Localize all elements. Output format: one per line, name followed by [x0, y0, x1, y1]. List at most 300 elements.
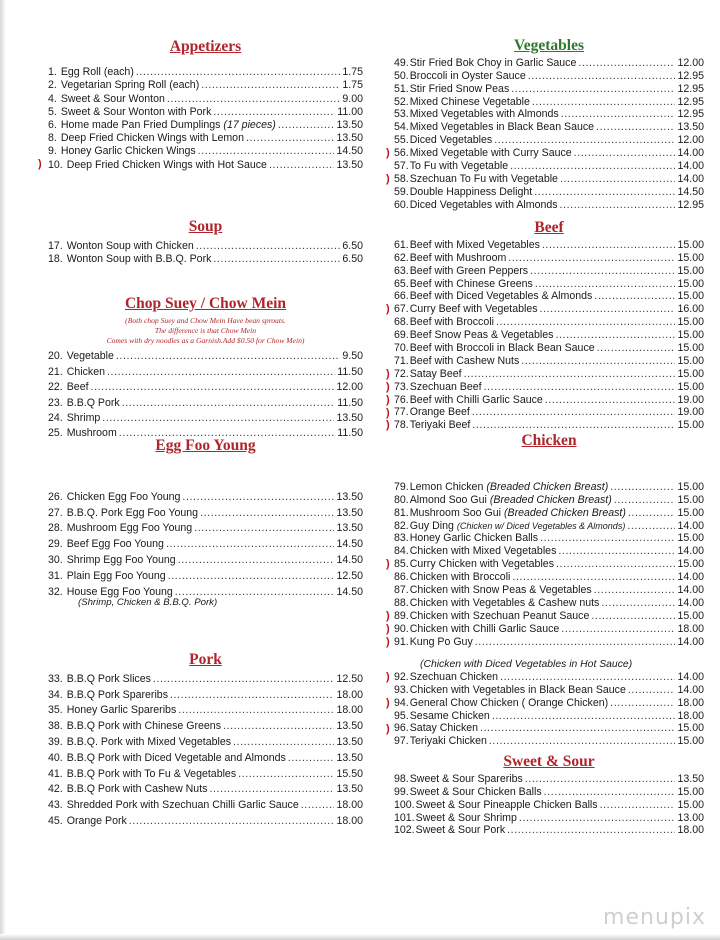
- item-name: Beef with Cashew Nuts: [409, 354, 520, 367]
- menu-item-row: [394, 481, 704, 494]
- spicy-pepper-icon: ): [386, 622, 390, 635]
- item-number: 41.: [48, 767, 63, 780]
- item-price: 11.50: [337, 396, 363, 409]
- item-price: 15.00: [677, 238, 704, 251]
- item-number: 85.: [394, 558, 409, 571]
- menu-item-row: [38, 158, 363, 171]
- item-price: 12.50: [336, 672, 363, 685]
- item-price: 12.95: [677, 198, 704, 211]
- item-number: 42.: [48, 783, 63, 796]
- item-number: 20.: [48, 350, 63, 363]
- item-price: 12.95: [677, 108, 704, 121]
- item-number: 18.: [48, 253, 63, 266]
- menu-item-row: [386, 406, 704, 420]
- menu-item-row: [48, 686, 363, 702]
- menu-item-row: [48, 504, 363, 520]
- dot-leader: [534, 186, 675, 199]
- dot-leader: [521, 355, 675, 368]
- item-number: 61.: [394, 238, 409, 251]
- item-number: 23.: [48, 396, 63, 409]
- menu-item-row: [48, 567, 363, 583]
- item-name: Mushroom Soo Gui: [409, 506, 501, 519]
- menu-item-row: [394, 735, 704, 748]
- item-price: 15.00: [677, 342, 704, 355]
- menu-item-row: [48, 551, 363, 567]
- item-name: Sweet & Sour Wonton with Pork: [60, 105, 212, 118]
- item-price: 1.75: [342, 66, 363, 79]
- item-name: Chicken with Broccoli: [409, 571, 511, 584]
- item-number: 50.: [394, 69, 409, 82]
- item-number: 68.: [394, 316, 409, 329]
- dot-leader: [510, 160, 675, 173]
- item-price: 12.00: [336, 381, 363, 394]
- menu-item-row: [386, 367, 704, 381]
- section-title-appetizers: Appetizers: [169, 38, 242, 55]
- menu-item-row: [394, 121, 704, 134]
- menu-item-row: [48, 379, 363, 394]
- menu-item-row: [394, 799, 704, 812]
- item-name: Beef with Broccoli in Black Bean Sauce: [409, 342, 595, 355]
- spicy-pepper-icon: ): [386, 558, 390, 571]
- spicy-pepper-icon: ): [386, 367, 390, 380]
- menu-item-row: [386, 635, 704, 649]
- item-name: Shrimp: [66, 411, 101, 424]
- menu-item-row: [394, 278, 704, 291]
- section-title-chicken: Chicken: [521, 432, 577, 449]
- menu-item-row: [394, 773, 704, 786]
- dot-leader: [198, 145, 335, 158]
- item-number: 26.: [48, 490, 63, 503]
- item-name: Satay Beef: [409, 367, 462, 380]
- item-name: Sweet & Sour Shrimp: [415, 811, 517, 824]
- dot-leader: [196, 240, 341, 253]
- dot-leader: [480, 722, 675, 735]
- dot-leader: [194, 522, 334, 535]
- item-number: 49.: [394, 56, 409, 69]
- menu-item-row: [48, 106, 363, 119]
- menu-item-row: [394, 252, 704, 265]
- item-number: 1.: [48, 66, 57, 79]
- item-name: Mixed Vegetables in Black Bean Sauce: [409, 121, 595, 134]
- item-number: 33.: [48, 672, 63, 685]
- item-price: 1.75: [342, 79, 363, 92]
- item-number: 72.: [394, 367, 409, 380]
- item-number: 95.: [394, 709, 409, 722]
- menu-item-row: [48, 363, 363, 378]
- menu-item-row: [394, 494, 704, 507]
- dot-leader: [238, 768, 334, 781]
- dot-leader: [591, 610, 675, 623]
- item-price: 11.50: [337, 365, 363, 378]
- dot-leader: [574, 147, 676, 160]
- item-name: B.B.Q Pork with Chinese Greens: [66, 720, 221, 733]
- item-number: 71.: [394, 354, 409, 367]
- dot-leader: [532, 96, 676, 109]
- chicken-list: [386, 480, 704, 649]
- spicy-pepper-icon: ): [386, 406, 390, 419]
- menu-item-row: [394, 684, 704, 697]
- dot-leader: [540, 532, 675, 545]
- item-price: 18.00: [336, 688, 363, 701]
- item-name: Diced Vegetables with Almonds: [409, 198, 558, 211]
- menu-item-row: [394, 520, 704, 533]
- item-name: B.B.Q Pork: [66, 396, 120, 409]
- spicy-pepper-icon: ): [386, 722, 390, 735]
- item-number: 57.: [394, 160, 409, 173]
- item-number: 52.: [394, 95, 409, 108]
- chop-suey-note-2: The difference is that Chow Mein: [154, 326, 257, 335]
- section-title-egg-foo-young: Egg Foo Young: [155, 437, 256, 454]
- menu-item-row: [48, 145, 363, 158]
- menu-item-row: [394, 342, 704, 355]
- item-price: 18.00: [677, 824, 704, 837]
- menu-item-row: [394, 786, 704, 799]
- dot-leader: [535, 278, 676, 291]
- item-price: 13.50: [336, 720, 363, 733]
- dot-leader: [178, 704, 334, 717]
- item-name: Teriyaki Chicken: [409, 735, 487, 748]
- item-name: Shrimp Egg Foo Young: [66, 553, 176, 566]
- item-price: 13.50: [336, 411, 363, 424]
- item-number: 92.: [394, 670, 409, 683]
- item-number: 70.: [394, 342, 409, 355]
- item-name: Chicken with Szechuan Peanut Sauce: [409, 609, 590, 622]
- dot-leader: [530, 265, 675, 278]
- item-price: 15.00: [677, 735, 704, 748]
- item-name: Satay Chicken: [409, 722, 479, 735]
- menu-item-row: [394, 545, 704, 558]
- item-name: Vegetarian Spring Roll (each): [60, 79, 200, 92]
- item-name: Sweet & Sour Spareribs: [409, 772, 523, 785]
- menu-item-row: [48, 348, 363, 363]
- item-price: 16.00: [677, 303, 704, 316]
- item-price: 15.00: [677, 785, 704, 798]
- menu-item-row: [394, 329, 704, 342]
- spicy-pepper-icon: ): [38, 158, 42, 171]
- dot-leader: [512, 571, 675, 584]
- item-number: 32.: [48, 585, 63, 598]
- item-number: 45.: [48, 814, 63, 827]
- item-price: 13.50: [677, 121, 704, 134]
- dot-leader: [610, 481, 675, 494]
- item-name: Orange Beef: [409, 406, 470, 419]
- item-number: 102.: [394, 824, 415, 837]
- menu-item-row: [394, 533, 704, 546]
- menu-item-row: [394, 83, 704, 96]
- item-price: 18.00: [677, 622, 704, 635]
- item-name: Broccoli in Oyster Sauce: [409, 69, 526, 82]
- dot-leader: [560, 173, 676, 186]
- menu-item-row: [394, 812, 704, 825]
- item-number: 43.: [48, 799, 63, 812]
- item-name: Stir Fried Bok Choy in Garlic Sauce: [409, 56, 577, 69]
- item-price: 14.00: [677, 670, 704, 683]
- item-number: 2.: [48, 79, 57, 92]
- item-number: 87.: [394, 584, 409, 597]
- item-price: 13.50: [336, 506, 363, 519]
- dot-leader: [288, 752, 335, 765]
- item-name: B.B.Q Pork with To Fu & Vegetables: [66, 767, 237, 780]
- menu-item-row: [386, 722, 704, 736]
- item-name: Sweet & Sour Pork: [415, 824, 506, 837]
- dot-leader: [597, 342, 676, 355]
- item-price: 19.00: [677, 406, 704, 419]
- menu-item-row: [48, 394, 363, 409]
- item-price: 18.00: [336, 814, 363, 827]
- item-number: 24.: [48, 411, 63, 424]
- item-name: Mixed Vegetable with Curry Sauce: [409, 147, 572, 160]
- item-price: 14.00: [677, 683, 704, 696]
- vegetables-list: [386, 56, 704, 212]
- soup-list: [48, 240, 363, 266]
- dot-leader: [301, 799, 335, 812]
- item-price: 15.00: [677, 380, 704, 393]
- dot-leader: [168, 570, 335, 583]
- item-number: 82.: [394, 519, 409, 532]
- dot-leader: [558, 545, 675, 558]
- menu-item-row: [386, 303, 704, 316]
- item-price: 15.00: [677, 316, 704, 329]
- item-name: Chicken with Vegetables & Cashew nuts: [409, 596, 600, 609]
- item-number: 17.: [48, 240, 63, 253]
- item-price: 9.00: [342, 92, 363, 105]
- menu-item-row: [48, 717, 363, 733]
- item-name: Chicken with Vegetables in Black Bean Sauce: [409, 683, 626, 696]
- item-name: Beef with Diced Vegetables & Almonds: [409, 290, 593, 303]
- item-number: 21.: [48, 365, 63, 378]
- menu-item-row: [48, 535, 363, 551]
- menu-item-row: [48, 132, 363, 145]
- menu-item-row: [48, 410, 363, 425]
- item-price: 12.95: [677, 82, 704, 95]
- dot-leader: [628, 684, 676, 697]
- dot-leader: [122, 397, 336, 410]
- dot-leader: [278, 119, 335, 132]
- menu-item-row: [48, 749, 363, 765]
- item-price: 15.00: [677, 798, 704, 811]
- dot-leader: [129, 815, 335, 828]
- item-price: 18.00: [336, 799, 363, 812]
- spicy-pepper-icon: ): [386, 696, 390, 709]
- item-number: 55.: [394, 134, 409, 147]
- item-price: 15.00: [677, 367, 704, 380]
- item-price: 18.00: [336, 704, 363, 717]
- menu-item-row: [48, 119, 363, 132]
- item-price: 14.00: [677, 545, 704, 558]
- item-number: 93.: [394, 683, 409, 696]
- item-name: Lemon Chicken: [409, 480, 484, 493]
- dot-leader: [561, 623, 675, 636]
- dot-leader: [561, 108, 676, 121]
- dot-leader: [578, 57, 675, 70]
- item-price: 14.50: [336, 585, 363, 598]
- item-number: 69.: [394, 329, 409, 342]
- dot-leader: [614, 494, 676, 507]
- item-price: 15.00: [677, 264, 704, 277]
- dot-leader: [223, 720, 334, 733]
- item-price: 15.00: [677, 558, 704, 571]
- dot-leader: [540, 303, 676, 316]
- dot-leader: [601, 597, 675, 610]
- item-number: 96.: [394, 722, 409, 735]
- dot-leader: [213, 253, 340, 266]
- item-name: Mushroom: [66, 427, 117, 440]
- item-description: (Breaded Chicken Breast): [489, 493, 612, 506]
- dot-leader: [209, 783, 334, 796]
- dot-leader: [489, 735, 676, 748]
- item-number: 8.: [48, 132, 57, 145]
- item-name: Chicken Egg Foo Young: [66, 490, 181, 503]
- dot-leader: [464, 368, 676, 381]
- menu-item-row: [394, 70, 704, 83]
- menu-item-row: [48, 765, 363, 781]
- menu-item-row: [394, 584, 704, 597]
- dot-leader: [596, 121, 675, 134]
- menu-item-row: [48, 702, 363, 718]
- dot-leader: [528, 70, 676, 83]
- item-number: 53.: [394, 108, 409, 121]
- menu-item-row: [48, 488, 363, 504]
- item-number: 56.: [394, 147, 409, 160]
- item-number: 80.: [394, 493, 409, 506]
- dot-leader: [475, 636, 676, 649]
- item-name: To Fu with Vegetable: [409, 160, 509, 173]
- item-name: Beef with Broccoli: [409, 316, 494, 329]
- item-number: 58.: [394, 172, 409, 185]
- spicy-pepper-icon: ): [386, 173, 390, 186]
- item-name: Guy Ding: [409, 519, 454, 532]
- item-number: 100.: [394, 798, 415, 811]
- item-name: B.B.Q. Pork Egg Foo Young: [66, 506, 199, 519]
- chop-suey-note-1: (Both chop Suey and Chow Mein Have bean sprouts.: [125, 316, 286, 325]
- menu-item-row: [394, 355, 704, 368]
- item-number: 83.: [394, 532, 409, 545]
- item-name: Deep Fried Chicken Wings with Lemon: [60, 132, 244, 145]
- item-number: 60.: [394, 198, 409, 211]
- chicken-list-2: [386, 670, 704, 748]
- item-name: Diced Vegetables: [409, 134, 493, 147]
- menu-item-row: [386, 622, 704, 636]
- menu-item-row: [394, 134, 704, 147]
- item-number: 90.: [394, 622, 409, 635]
- item-price: 14.00: [677, 635, 704, 648]
- menu-item-row: [394, 186, 704, 199]
- menu-item-row: [394, 571, 704, 584]
- menu-item-row: [386, 419, 704, 432]
- item-number: 10.: [48, 158, 63, 171]
- item-number: 88.: [394, 596, 409, 609]
- item-number: 94.: [394, 696, 409, 709]
- item-name: Honey Garlic Spareribs: [66, 704, 177, 717]
- dot-leader: [182, 491, 334, 504]
- item-number: 99.: [394, 785, 409, 798]
- spicy-pepper-icon: ): [386, 393, 390, 406]
- egg-foo-young-sub-note: (Shrimp, Chicken & B.B.Q. Pork): [78, 597, 218, 608]
- item-name: Stir Fried Snow Peas: [409, 82, 510, 95]
- item-name: Orange Pork: [66, 814, 127, 827]
- item-number: 77.: [394, 406, 409, 419]
- menu-item-row: [394, 825, 704, 838]
- item-price: 15.00: [677, 609, 704, 622]
- item-price: 15.50: [336, 767, 363, 780]
- item-name: Honey Garlic Chicken Balls: [409, 532, 539, 545]
- item-number: 91.: [394, 635, 409, 648]
- dot-leader: [472, 419, 675, 432]
- dot-leader: [116, 350, 341, 363]
- item-price: 12.95: [677, 95, 704, 108]
- page-edge-bottom: [0, 934, 720, 940]
- spicy-pepper-icon: ): [386, 419, 390, 432]
- item-price: 13.50: [336, 490, 363, 503]
- item-description: (Chicken w/ Diced Vegetables & Almonds): [456, 520, 626, 531]
- item-price: 14.00: [677, 172, 704, 185]
- item-number: 86.: [394, 571, 409, 584]
- item-name: Chicken: [66, 365, 106, 378]
- item-number: 67.: [394, 303, 409, 316]
- item-name: Szechuan Beef: [409, 380, 482, 393]
- item-number: 66.: [394, 290, 409, 303]
- item-price: 14.00: [677, 519, 704, 532]
- sweet-sour-list: [394, 773, 704, 837]
- item-price: 15.00: [677, 722, 704, 735]
- item-number: 28.: [48, 522, 63, 535]
- item-name: House Egg Foo Young: [66, 585, 173, 598]
- item-price: 15.00: [677, 290, 704, 303]
- item-price: 18.00: [677, 709, 704, 722]
- dot-leader: [545, 394, 676, 407]
- dot-leader: [600, 799, 676, 812]
- item-price: 14.50: [336, 538, 363, 551]
- item-name: Sesame Chicken: [409, 709, 490, 722]
- dot-leader: [555, 329, 675, 342]
- menu-item-row: [386, 393, 704, 407]
- item-price: 14.50: [336, 145, 363, 158]
- appetizers-list: [38, 66, 363, 172]
- spicy-pepper-icon: ): [386, 303, 390, 316]
- item-name: Almond Soo Gui: [409, 493, 487, 506]
- section-title-chop-suey: Chop Suey / Chow Mein: [124, 295, 287, 312]
- chop-suey-list: [48, 348, 363, 440]
- dot-leader: [560, 199, 676, 212]
- dot-leader: [511, 83, 675, 96]
- dot-leader: [610, 697, 675, 710]
- menu-item-row: [394, 265, 704, 278]
- dot-leader: [492, 710, 676, 723]
- item-number: 39.: [48, 735, 63, 748]
- item-price: 14.00: [677, 571, 704, 584]
- egg-foo-young-list: [48, 488, 363, 599]
- menu-item-row: [386, 696, 704, 710]
- item-name: Kung Po Guy: [409, 635, 473, 648]
- spicy-pepper-icon: ): [386, 635, 390, 648]
- item-price: 14.00: [677, 596, 704, 609]
- item-name: Sweet & Sour Pineapple Chicken Balls: [415, 798, 598, 811]
- item-number: 22.: [48, 381, 63, 394]
- dot-leader: [233, 736, 334, 749]
- item-name: Szechuan To Fu with Vegetable: [409, 172, 558, 185]
- dot-leader: [496, 316, 676, 329]
- menu-item-row: [394, 239, 704, 252]
- item-name: Curry Beef with Vegetables: [409, 303, 538, 316]
- item-price: 11.00: [337, 105, 363, 118]
- dot-leader: [269, 159, 335, 172]
- dot-leader: [153, 673, 335, 686]
- item-number: 31.: [48, 569, 63, 582]
- item-price: 14.00: [677, 147, 704, 160]
- item-number: 25.: [48, 427, 63, 440]
- item-number: 34.: [48, 688, 63, 701]
- dot-leader: [91, 381, 335, 394]
